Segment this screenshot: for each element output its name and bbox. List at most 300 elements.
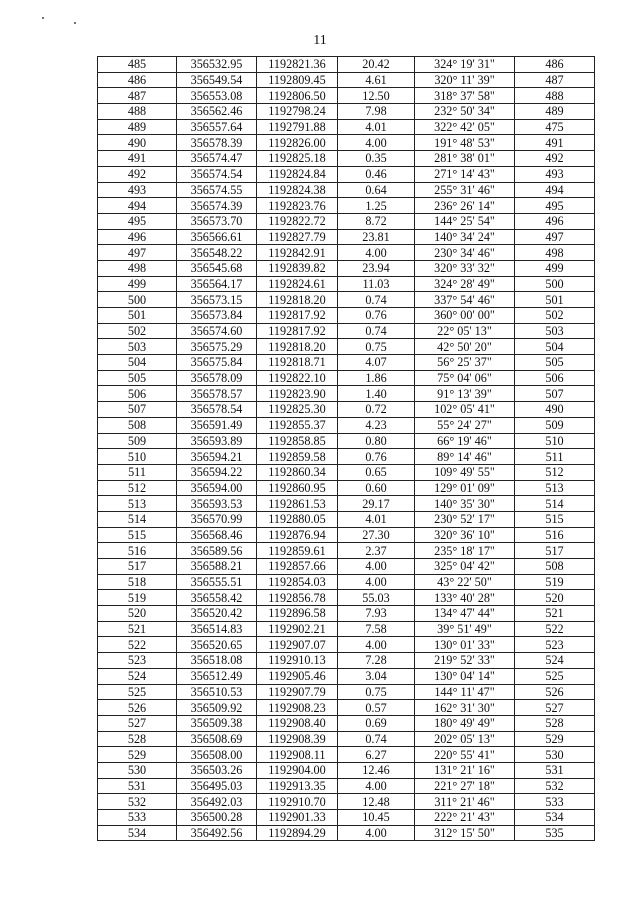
- length-cell: 3.04: [338, 668, 415, 684]
- coordinates-table: [97, 56, 595, 841]
- table-row: [98, 606, 595, 622]
- bearing-cell: 130° 04' 14": [415, 668, 515, 684]
- point-number-cell: 485: [98, 57, 177, 73]
- y-coordinate-cell: 1192859.58: [257, 449, 338, 465]
- length-cell: 4.00: [338, 637, 415, 653]
- x-coordinate-cell: 356593.89: [177, 433, 257, 449]
- point-number-cell: 526: [98, 700, 177, 716]
- table-row: [98, 292, 595, 308]
- length-cell: 4.01: [338, 511, 415, 527]
- x-coordinate-cell: 356574.39: [177, 198, 257, 214]
- next-point-cell: 511: [515, 449, 595, 465]
- length-cell: 29.17: [338, 496, 415, 512]
- next-point-cell: 523: [515, 637, 595, 653]
- x-coordinate-cell: 356573.70: [177, 213, 257, 229]
- table-row: [98, 449, 595, 465]
- point-number-cell: 503: [98, 339, 177, 355]
- next-point-cell: 528: [515, 715, 595, 731]
- length-cell: 4.23: [338, 417, 415, 433]
- x-coordinate-cell: 356573.15: [177, 292, 257, 308]
- point-number-cell: 487: [98, 88, 177, 104]
- point-number-cell: 496: [98, 229, 177, 245]
- next-point-cell: 498: [515, 245, 595, 261]
- next-point-cell: 510: [515, 433, 595, 449]
- y-coordinate-cell: 1192823.90: [257, 386, 338, 402]
- point-number-cell: 523: [98, 653, 177, 669]
- table-row: [98, 825, 595, 841]
- x-coordinate-cell: 356553.08: [177, 88, 257, 104]
- point-number-cell: 505: [98, 370, 177, 386]
- length-cell: 0.69: [338, 715, 415, 731]
- y-coordinate-cell: 1192798.24: [257, 104, 338, 120]
- y-coordinate-cell: 1192896.58: [257, 606, 338, 622]
- bearing-cell: 360° 00' 00": [415, 308, 515, 324]
- table-row: [98, 402, 595, 418]
- point-number-cell: 525: [98, 684, 177, 700]
- bearing-cell: 39° 51' 49": [415, 621, 515, 637]
- bearing-cell: 337° 54' 46": [415, 292, 515, 308]
- x-coordinate-cell: 356593.53: [177, 496, 257, 512]
- length-cell: 4.07: [338, 355, 415, 371]
- table-row: [98, 731, 595, 747]
- bearing-cell: 320° 11' 39": [415, 72, 515, 88]
- point-number-cell: 492: [98, 166, 177, 182]
- x-coordinate-cell: 356568.46: [177, 527, 257, 543]
- bearing-cell: 140° 35' 30": [415, 496, 515, 512]
- point-number-cell: 514: [98, 511, 177, 527]
- x-coordinate-cell: 356548.22: [177, 245, 257, 261]
- table-row: [98, 417, 595, 433]
- y-coordinate-cell: 1192908.23: [257, 700, 338, 716]
- table-row: [98, 621, 595, 637]
- point-number-cell: 489: [98, 119, 177, 135]
- next-point-cell: 489: [515, 104, 595, 120]
- length-cell: 4.00: [338, 135, 415, 151]
- point-number-cell: 527: [98, 715, 177, 731]
- y-coordinate-cell: 1192901.33: [257, 810, 338, 826]
- next-point-cell: 520: [515, 590, 595, 606]
- bearing-cell: 162° 31' 30": [415, 700, 515, 716]
- next-point-cell: 514: [515, 496, 595, 512]
- bearing-cell: 271° 14' 43": [415, 166, 515, 182]
- point-number-cell: 511: [98, 464, 177, 480]
- next-point-cell: 526: [515, 684, 595, 700]
- bearing-cell: 281° 38' 01": [415, 151, 515, 167]
- length-cell: 0.74: [338, 731, 415, 747]
- table-row: [98, 370, 595, 386]
- next-point-cell: 504: [515, 339, 595, 355]
- y-coordinate-cell: 1192855.37: [257, 417, 338, 433]
- next-point-cell: 521: [515, 606, 595, 622]
- point-number-cell: 488: [98, 104, 177, 120]
- x-coordinate-cell: 356518.08: [177, 653, 257, 669]
- x-coordinate-cell: 356558.42: [177, 590, 257, 606]
- length-cell: 4.00: [338, 825, 415, 841]
- point-number-cell: 494: [98, 198, 177, 214]
- next-point-cell: 517: [515, 543, 595, 559]
- next-point-cell: 488: [515, 88, 595, 104]
- bearing-cell: 89° 14' 46": [415, 449, 515, 465]
- bearing-cell: 318° 37' 58": [415, 88, 515, 104]
- next-point-cell: 500: [515, 276, 595, 292]
- length-cell: 0.75: [338, 684, 415, 700]
- x-coordinate-cell: 356578.39: [177, 135, 257, 151]
- bearing-cell: 129° 01' 09": [415, 480, 515, 496]
- point-number-cell: 504: [98, 355, 177, 371]
- x-coordinate-cell: 356594.00: [177, 480, 257, 496]
- x-coordinate-cell: 356503.26: [177, 762, 257, 778]
- next-point-cell: 496: [515, 213, 595, 229]
- next-point-cell: 499: [515, 260, 595, 276]
- y-coordinate-cell: 1192856.78: [257, 590, 338, 606]
- y-coordinate-cell: 1192910.70: [257, 794, 338, 810]
- x-coordinate-cell: 356594.22: [177, 464, 257, 480]
- length-cell: 4.00: [338, 778, 415, 794]
- next-point-cell: 519: [515, 574, 595, 590]
- y-coordinate-cell: 1192806.50: [257, 88, 338, 104]
- next-point-cell: 525: [515, 668, 595, 684]
- table-row: [98, 480, 595, 496]
- point-number-cell: 531: [98, 778, 177, 794]
- table-row: [98, 166, 595, 182]
- bearing-cell: 43° 22' 50": [415, 574, 515, 590]
- x-coordinate-cell: 356578.09: [177, 370, 257, 386]
- x-coordinate-cell: 356575.29: [177, 339, 257, 355]
- bearing-cell: 221° 27' 18": [415, 778, 515, 794]
- next-point-cell: 527: [515, 700, 595, 716]
- table-row: [98, 653, 595, 669]
- length-cell: 0.65: [338, 464, 415, 480]
- x-coordinate-cell: 356557.64: [177, 119, 257, 135]
- x-coordinate-cell: 356555.51: [177, 574, 257, 590]
- bearing-cell: 320° 33' 32": [415, 260, 515, 276]
- point-number-cell: 491: [98, 151, 177, 167]
- next-point-cell: 495: [515, 198, 595, 214]
- length-cell: 4.00: [338, 559, 415, 575]
- point-number-cell: 508: [98, 417, 177, 433]
- x-coordinate-cell: 356591.49: [177, 417, 257, 433]
- next-point-cell: 530: [515, 747, 595, 763]
- y-coordinate-cell: 1192817.92: [257, 308, 338, 324]
- length-cell: 7.93: [338, 606, 415, 622]
- bearing-cell: 202° 05' 13": [415, 731, 515, 747]
- length-cell: 0.74: [338, 323, 415, 339]
- bearing-cell: 312° 15' 50": [415, 825, 515, 841]
- point-number-cell: 522: [98, 637, 177, 653]
- table-row: [98, 355, 595, 371]
- bearing-cell: 102° 05' 41": [415, 402, 515, 418]
- y-coordinate-cell: 1192861.53: [257, 496, 338, 512]
- y-coordinate-cell: 1192822.72: [257, 213, 338, 229]
- point-number-cell: 499: [98, 276, 177, 292]
- point-number-cell: 534: [98, 825, 177, 841]
- table-row: [98, 308, 595, 324]
- x-coordinate-cell: 356588.21: [177, 559, 257, 575]
- table-row: [98, 637, 595, 653]
- table-row: [98, 323, 595, 339]
- point-number-cell: 533: [98, 810, 177, 826]
- bearing-cell: 133° 40' 28": [415, 590, 515, 606]
- point-number-cell: 515: [98, 527, 177, 543]
- x-coordinate-cell: 356509.92: [177, 700, 257, 716]
- bearing-cell: 55° 24' 27": [415, 417, 515, 433]
- point-number-cell: 500: [98, 292, 177, 308]
- bearing-cell: 144° 25' 54": [415, 213, 515, 229]
- table-row: [98, 198, 595, 214]
- point-number-cell: 497: [98, 245, 177, 261]
- y-coordinate-cell: 1192824.61: [257, 276, 338, 292]
- table-row: [98, 762, 595, 778]
- point-number-cell: 509: [98, 433, 177, 449]
- y-coordinate-cell: 1192880.05: [257, 511, 338, 527]
- table-row: [98, 747, 595, 763]
- table-row: [98, 668, 595, 684]
- table-row: [98, 543, 595, 559]
- x-coordinate-cell: 356566.61: [177, 229, 257, 245]
- length-cell: 0.64: [338, 182, 415, 198]
- length-cell: 12.48: [338, 794, 415, 810]
- bearing-cell: 236° 26' 14": [415, 198, 515, 214]
- table-row: [98, 574, 595, 590]
- bearing-cell: 325° 04' 42": [415, 559, 515, 575]
- length-cell: 2.37: [338, 543, 415, 559]
- length-cell: 23.81: [338, 229, 415, 245]
- y-coordinate-cell: 1192902.21: [257, 621, 338, 637]
- y-coordinate-cell: 1192824.38: [257, 182, 338, 198]
- length-cell: 1.40: [338, 386, 415, 402]
- length-cell: 0.75: [338, 339, 415, 355]
- table-row: [98, 464, 595, 480]
- x-coordinate-cell: 356570.99: [177, 511, 257, 527]
- next-point-cell: 493: [515, 166, 595, 182]
- table-row: [98, 559, 595, 575]
- bearing-cell: 180° 49' 49": [415, 715, 515, 731]
- bearing-cell: 230° 52' 17": [415, 511, 515, 527]
- y-coordinate-cell: 1192908.40: [257, 715, 338, 731]
- x-coordinate-cell: 356545.68: [177, 260, 257, 276]
- y-coordinate-cell: 1192907.79: [257, 684, 338, 700]
- length-cell: 6.27: [338, 747, 415, 763]
- x-coordinate-cell: 356492.56: [177, 825, 257, 841]
- x-coordinate-cell: 356589.56: [177, 543, 257, 559]
- x-coordinate-cell: 356574.54: [177, 166, 257, 182]
- next-point-cell: 529: [515, 731, 595, 747]
- table-row: [98, 72, 595, 88]
- bearing-cell: 222° 21' 43": [415, 810, 515, 826]
- next-point-cell: 516: [515, 527, 595, 543]
- y-coordinate-cell: 1192858.85: [257, 433, 338, 449]
- x-coordinate-cell: 356532.95: [177, 57, 257, 73]
- table-row: [98, 88, 595, 104]
- length-cell: 0.35: [338, 151, 415, 167]
- point-number-cell: 513: [98, 496, 177, 512]
- next-point-cell: 490: [515, 402, 595, 418]
- point-number-cell: 486: [98, 72, 177, 88]
- point-number-cell: 518: [98, 574, 177, 590]
- next-point-cell: 506: [515, 370, 595, 386]
- length-cell: 1.86: [338, 370, 415, 386]
- next-point-cell: 487: [515, 72, 595, 88]
- length-cell: 0.57: [338, 700, 415, 716]
- table-row: [98, 527, 595, 543]
- point-number-cell: 512: [98, 480, 177, 496]
- y-coordinate-cell: 1192821.36: [257, 57, 338, 73]
- y-coordinate-cell: 1192894.29: [257, 825, 338, 841]
- point-number-cell: 498: [98, 260, 177, 276]
- length-cell: 4.00: [338, 245, 415, 261]
- y-coordinate-cell: 1192857.66: [257, 559, 338, 575]
- table-row: [98, 496, 595, 512]
- bearing-cell: 255° 31' 46": [415, 182, 515, 198]
- y-coordinate-cell: 1192910.13: [257, 653, 338, 669]
- point-number-cell: 516: [98, 543, 177, 559]
- y-coordinate-cell: 1192791.88: [257, 119, 338, 135]
- point-number-cell: 524: [98, 668, 177, 684]
- bearing-cell: 75° 04' 06": [415, 370, 515, 386]
- next-point-cell: 494: [515, 182, 595, 198]
- y-coordinate-cell: 1192860.34: [257, 464, 338, 480]
- point-number-cell: 502: [98, 323, 177, 339]
- bearing-cell: 324° 19' 31": [415, 57, 515, 73]
- table-row: [98, 182, 595, 198]
- y-coordinate-cell: 1192839.82: [257, 260, 338, 276]
- bearing-cell: 220° 55' 41": [415, 747, 515, 763]
- x-coordinate-cell: 356574.55: [177, 182, 257, 198]
- table-row: [98, 104, 595, 120]
- point-number-cell: 510: [98, 449, 177, 465]
- x-coordinate-cell: 356578.54: [177, 402, 257, 418]
- bearing-cell: 311° 21' 46": [415, 794, 515, 810]
- bearing-cell: 144° 11' 47": [415, 684, 515, 700]
- y-coordinate-cell: 1192907.07: [257, 637, 338, 653]
- x-coordinate-cell: 356574.47: [177, 151, 257, 167]
- scan-speck: [74, 22, 76, 24]
- length-cell: 0.76: [338, 449, 415, 465]
- y-coordinate-cell: 1192823.76: [257, 198, 338, 214]
- length-cell: 0.60: [338, 480, 415, 496]
- y-coordinate-cell: 1192904.00: [257, 762, 338, 778]
- bearing-cell: 130° 01' 33": [415, 637, 515, 653]
- table-row: [98, 213, 595, 229]
- y-coordinate-cell: 1192825.18: [257, 151, 338, 167]
- next-point-cell: 502: [515, 308, 595, 324]
- table-row: [98, 700, 595, 716]
- length-cell: 11.03: [338, 276, 415, 292]
- next-point-cell: 532: [515, 778, 595, 794]
- y-coordinate-cell: 1192818.71: [257, 355, 338, 371]
- bearing-cell: 109° 49' 55": [415, 464, 515, 480]
- next-point-cell: 508: [515, 559, 595, 575]
- table-row: [98, 151, 595, 167]
- point-number-cell: 520: [98, 606, 177, 622]
- table-row: [98, 590, 595, 606]
- length-cell: 8.72: [338, 213, 415, 229]
- point-number-cell: 519: [98, 590, 177, 606]
- bearing-cell: 56° 25' 37": [415, 355, 515, 371]
- point-number-cell: 501: [98, 308, 177, 324]
- next-point-cell: 513: [515, 480, 595, 496]
- bearing-cell: 191° 48' 53": [415, 135, 515, 151]
- y-coordinate-cell: 1192908.39: [257, 731, 338, 747]
- bearing-cell: 230° 34' 46": [415, 245, 515, 261]
- table-row: [98, 433, 595, 449]
- point-number-cell: 521: [98, 621, 177, 637]
- length-cell: 0.74: [338, 292, 415, 308]
- length-cell: 0.72: [338, 402, 415, 418]
- next-point-cell: 503: [515, 323, 595, 339]
- table-row: [98, 794, 595, 810]
- length-cell: 55.03: [338, 590, 415, 606]
- table-row: [98, 229, 595, 245]
- next-point-cell: 522: [515, 621, 595, 637]
- point-number-cell: 507: [98, 402, 177, 418]
- y-coordinate-cell: 1192809.45: [257, 72, 338, 88]
- table-row: [98, 135, 595, 151]
- point-number-cell: 493: [98, 182, 177, 198]
- y-coordinate-cell: 1192908.11: [257, 747, 338, 763]
- point-number-cell: 517: [98, 559, 177, 575]
- length-cell: 1.25: [338, 198, 415, 214]
- next-point-cell: 535: [515, 825, 595, 841]
- x-coordinate-cell: 356514.83: [177, 621, 257, 637]
- point-number-cell: 529: [98, 747, 177, 763]
- next-point-cell: 505: [515, 355, 595, 371]
- next-point-cell: 497: [515, 229, 595, 245]
- table-row: [98, 778, 595, 794]
- table-row: [98, 276, 595, 292]
- table-row: [98, 684, 595, 700]
- y-coordinate-cell: 1192876.94: [257, 527, 338, 543]
- point-number-cell: 532: [98, 794, 177, 810]
- next-point-cell: 491: [515, 135, 595, 151]
- x-coordinate-cell: 356510.53: [177, 684, 257, 700]
- table-row: [98, 245, 595, 261]
- y-coordinate-cell: 1192913.35: [257, 778, 338, 794]
- x-coordinate-cell: 356520.65: [177, 637, 257, 653]
- y-coordinate-cell: 1192822.10: [257, 370, 338, 386]
- x-coordinate-cell: 356500.28: [177, 810, 257, 826]
- next-point-cell: 515: [515, 511, 595, 527]
- scan-speck: [42, 17, 44, 19]
- length-cell: 7.28: [338, 653, 415, 669]
- y-coordinate-cell: 1192818.20: [257, 339, 338, 355]
- x-coordinate-cell: 356575.84: [177, 355, 257, 371]
- y-coordinate-cell: 1192854.03: [257, 574, 338, 590]
- bearing-cell: 219° 52' 33": [415, 653, 515, 669]
- length-cell: 0.76: [338, 308, 415, 324]
- y-coordinate-cell: 1192842.91: [257, 245, 338, 261]
- bearing-cell: 140° 34' 24": [415, 229, 515, 245]
- table-row: [98, 119, 595, 135]
- x-coordinate-cell: 356578.57: [177, 386, 257, 402]
- length-cell: 20.42: [338, 57, 415, 73]
- next-point-cell: 492: [515, 151, 595, 167]
- next-point-cell: 512: [515, 464, 595, 480]
- bearing-cell: 66° 19' 46": [415, 433, 515, 449]
- y-coordinate-cell: 1192860.95: [257, 480, 338, 496]
- x-coordinate-cell: 356549.54: [177, 72, 257, 88]
- next-point-cell: 534: [515, 810, 595, 826]
- y-coordinate-cell: 1192824.84: [257, 166, 338, 182]
- point-number-cell: 490: [98, 135, 177, 151]
- table-row: [98, 810, 595, 826]
- point-number-cell: 506: [98, 386, 177, 402]
- x-coordinate-cell: 356574.60: [177, 323, 257, 339]
- y-coordinate-cell: 1192859.61: [257, 543, 338, 559]
- y-coordinate-cell: 1192817.92: [257, 323, 338, 339]
- x-coordinate-cell: 356495.03: [177, 778, 257, 794]
- table-row: [98, 715, 595, 731]
